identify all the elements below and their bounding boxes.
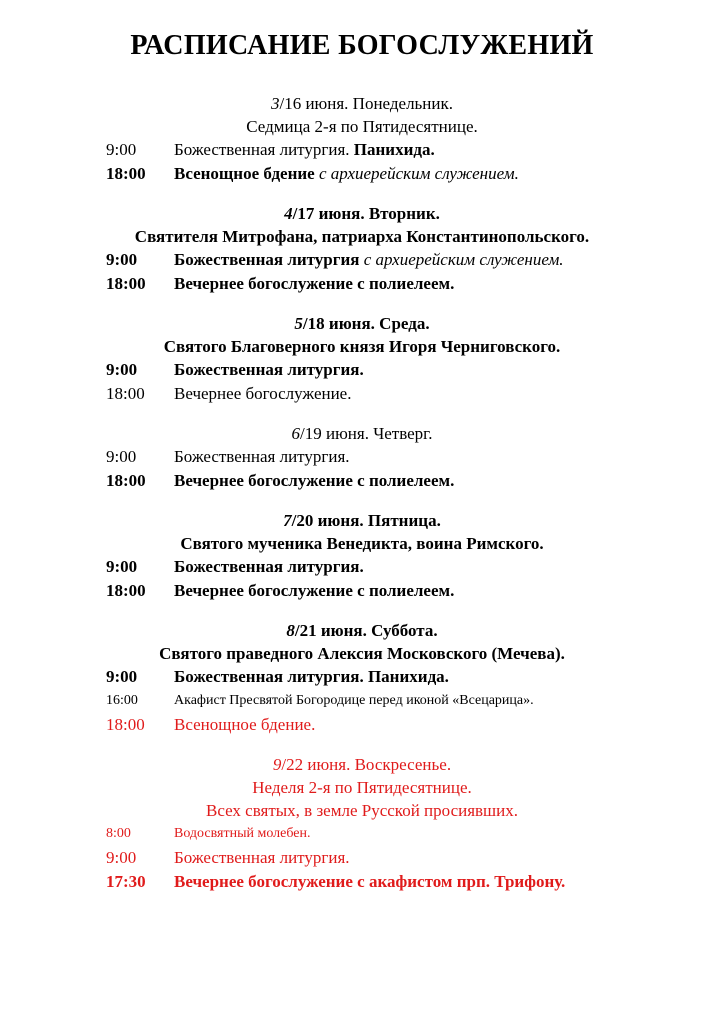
service-name — [174, 713, 315, 737]
service-row — [0, 689, 724, 713]
day-date — [0, 92, 724, 115]
text-part: Вечернее богослужение с полиелеем. — [174, 581, 455, 600]
schedule-days — [0, 92, 724, 910]
text-part: Седмица 2-я по Пятидесятнице. — [246, 117, 478, 136]
text-part: Вечернее богослужение с полиелеем. — [174, 274, 455, 293]
service-row — [0, 469, 724, 493]
service-time: 16:00 — [106, 693, 138, 708]
text-part: Панихида. — [353, 140, 435, 159]
text-part: Всенощное бдение. — [174, 715, 316, 734]
day-block — [0, 619, 724, 737]
service-name — [174, 358, 364, 382]
service-name — [174, 579, 454, 603]
day-block — [0, 509, 724, 603]
service-time: 18:00 — [106, 471, 146, 490]
text-part: Божественная литургия. Панихида. — [174, 667, 449, 686]
text-part: 3 — [270, 94, 280, 113]
service-row — [0, 382, 724, 406]
text-part: Божественная литургия. — [174, 140, 354, 159]
service-row — [0, 445, 724, 469]
service-row — [0, 822, 724, 846]
text-part: /20 июня. Пятница. — [291, 511, 441, 530]
service-name — [174, 689, 534, 713]
service-time: 18:00 — [106, 581, 146, 600]
text-part: Святого Благоверного князя Игоря Черниговского. — [163, 337, 561, 356]
service-time: 18:00 — [106, 274, 146, 293]
day-date — [0, 312, 724, 335]
service-row — [0, 846, 724, 870]
service-time: 9:00 — [106, 360, 138, 379]
text-part: /17 июня. Вторник. — [292, 204, 440, 223]
service-row — [0, 555, 724, 579]
service-name — [174, 248, 564, 272]
service-name — [174, 555, 364, 579]
service-time: 9:00 — [106, 667, 138, 686]
text-part: с архиерейским служением. — [363, 250, 564, 269]
text-part: Неделя 2-я по Пятидесятнице. — [252, 778, 472, 797]
text-part: Всех святых, в земле Русской просиявших. — [206, 801, 518, 820]
text-part: /21 июня. Суббота. — [294, 621, 438, 640]
service-row — [0, 713, 724, 737]
text-part: 8 — [286, 621, 295, 640]
day-commemoration — [0, 799, 724, 822]
service-row — [0, 579, 724, 603]
text-part: Вечернее богослужение с акафистом прп. Трифону. — [174, 872, 566, 891]
day-date — [0, 753, 724, 776]
service-name — [174, 846, 350, 870]
text-part: Божественная литургия. — [174, 447, 350, 466]
day-commemoration — [0, 335, 724, 358]
day-block — [0, 753, 724, 894]
text-part: Всенощное бдение — [174, 164, 319, 183]
text-part: Вечернее богослужение с полиелеем. — [174, 471, 455, 490]
service-row — [0, 665, 724, 689]
day-block — [0, 202, 724, 296]
service-name — [174, 822, 311, 846]
text-part: Акафист Пресвятой Богородице перед иконой «Всецарица». — [174, 693, 534, 708]
service-name — [174, 162, 519, 186]
text-part: 4 — [284, 204, 293, 223]
text-part: 5 — [294, 314, 303, 333]
text-part: Святителя Митрофана, патриарха Константинопольского. — [134, 227, 590, 246]
day-commemoration — [0, 776, 724, 799]
text-part: Божественная литургия. — [174, 360, 364, 379]
service-time: 9:00 — [106, 848, 137, 867]
service-time: 9:00 — [106, 447, 137, 466]
service-time: 18:00 — [106, 384, 145, 403]
service-name — [174, 665, 449, 689]
text-part: с архиерейским служением. — [318, 164, 519, 183]
day-date — [0, 509, 724, 532]
day-date — [0, 422, 724, 445]
service-name — [174, 382, 351, 406]
text-part: 9 — [272, 755, 282, 774]
service-time: 9:00 — [106, 250, 138, 269]
day-commemoration — [0, 225, 724, 248]
text-part: Божественная литургия — [174, 250, 364, 269]
text-part: Божественная литургия. — [174, 848, 350, 867]
text-part: Божественная литургия. — [174, 557, 364, 576]
service-name — [174, 272, 454, 296]
day-block — [0, 312, 724, 406]
service-row — [0, 870, 724, 894]
day-commemoration — [0, 115, 724, 138]
text-part: 7 — [283, 511, 292, 530]
service-name — [174, 469, 454, 493]
service-time: 9:00 — [106, 140, 137, 159]
text-part: Водосвятный молебен. — [174, 826, 311, 841]
text-part: /16 июня. Понедельник. — [279, 94, 454, 113]
text-part: /22 июня. Воскресенье. — [281, 755, 452, 774]
text-part: 6 — [291, 424, 300, 443]
service-row — [0, 358, 724, 382]
day-block — [0, 422, 724, 493]
day-commemoration — [0, 532, 724, 555]
day-date — [0, 619, 724, 642]
text-part: Вечернее богослужение. — [174, 384, 352, 403]
service-name — [174, 870, 565, 894]
service-row — [0, 138, 724, 162]
day-block — [0, 92, 724, 186]
service-row — [0, 272, 724, 296]
text-part: /19 июня. Четверг. — [300, 424, 433, 443]
service-name — [174, 445, 350, 469]
text-part: Святого праведного Алексия Московского (Мечева). — [159, 644, 565, 663]
service-time: 9:00 — [106, 557, 138, 576]
service-row — [0, 162, 724, 186]
service-time: 18:00 — [106, 715, 145, 734]
service-row — [0, 248, 724, 272]
text-part: /18 июня. Среда. — [302, 314, 430, 333]
service-time: 17:30 — [106, 872, 146, 891]
page-title: РАСПИСАНИЕ БОГОСЛУЖЕНИЙ — [130, 30, 594, 61]
service-time: 8:00 — [106, 826, 131, 841]
day-commemoration — [0, 642, 724, 665]
service-time: 18:00 — [106, 164, 146, 183]
day-date — [0, 202, 724, 225]
text-part: Святого мученика Венедикта, воина Римского. — [180, 534, 544, 553]
service-name — [174, 138, 435, 162]
